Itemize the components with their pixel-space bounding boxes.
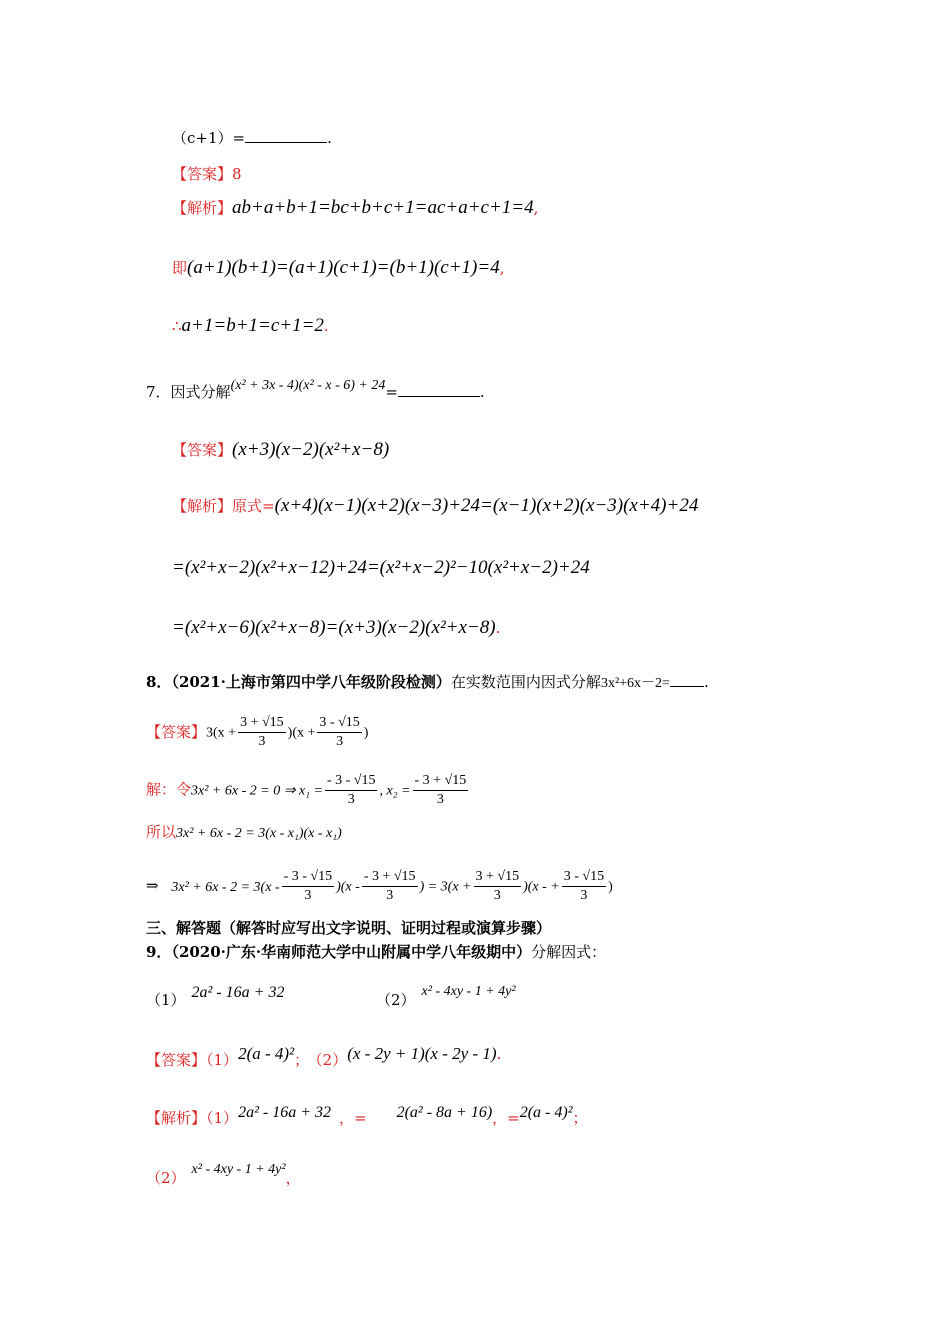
answer-blank <box>670 674 704 687</box>
q7-analysis-line2: =(x²+x−2)(x²+x−12)+24=(x²+x−2)²−10(x²+x−2)+24 <box>172 557 590 578</box>
q9-analysis-part1: 【解析】（1）2a² - 16a + 32 ，= 2(a² - 8a + 16)，=2(a - 4)²； <box>146 1104 588 1127</box>
q6-answer: 【答案】8 <box>172 165 242 183</box>
q9-question: 9．（2020·广东·华南师范大学中山附属中学八年级期中）分解因式： <box>146 943 607 961</box>
q7-analysis-line1: 【解析】原式=(x+4)(x−1)(x+2)(x−3)+24=(x−1)(x+2)(x−3)(x+4)+24 <box>172 495 699 516</box>
q8-question: 8．（2021·上海市第四中学八年级阶段检测）在实数范围内因式分解3x²+6x－2= . <box>146 673 709 691</box>
answer-blank <box>245 130 327 143</box>
fraction: $\frac{- 3 + √15}{3}$ <box>414 773 467 807</box>
q6-analysis-line2: 即(a+1)(b+1)=(a+1)(c+1)=(b+1)(c+1)=4, <box>172 257 505 278</box>
q8-solution: 解：令3x² + 6x - 2 = 0 ⇒ x₁ = $\frac{- 3 - √15}{3}$ , x₂ = $\frac{- 3 + √15}{3}$ <box>146 773 467 807</box>
q7-analysis-line3: =(x²+x−6)(x²+x−8)=(x+3)(x−2)(x²+x−8). <box>172 617 501 638</box>
fraction: $\frac{- 3 - √15}{3}$ <box>283 869 333 903</box>
answer-blank <box>398 384 480 397</box>
q8-answer: 【答案】3(x + $\frac{3 + √15}{3}$ )(x + $\frac{3 - √15}{3}$ ) <box>146 715 369 749</box>
q8-implication: ⇒ 3x² + 6x - 2 = 3(x - $\frac{- 3 - √15}{3}$ )(x - $\frac{- 3 + √15}{3}$ ) = 3(x + $\frac{3 + √15}{3}$ )(x - + $\frac{3 - √15}{3}$ ) <box>146 869 613 903</box>
fraction: $\frac{- 3 - √15}{3}$ <box>326 773 376 807</box>
q7-answer: 【答案】(x+3)(x−2)(x²+x−8) <box>172 439 390 460</box>
q9-analysis-part2: （2） x² - 4xy - 1 + 4y²， <box>146 1162 301 1187</box>
fraction: $\frac{3 - √15}{3}$ <box>319 715 360 749</box>
fraction: $\frac{3 - √15}{3}$ <box>563 869 605 903</box>
q9-answer: 【答案】（1）2(a - 4)²； （2）(x - 2y + 1)(x - 2y - 1). <box>146 1044 502 1069</box>
q6-analysis-line3: ∴a+1=b+1=c+1=2. <box>172 315 329 336</box>
q6-tail: （c+1）= . <box>172 129 332 147</box>
fraction: $\frac{3 + √15}{3}$ <box>240 715 284 749</box>
q9-part2: （2） x² - 4xy - 1 + 4y² <box>376 984 516 1009</box>
q7-question: 7．因式分解(x² + 3x - 4)(x² - x - 6) + 24= . <box>146 378 485 401</box>
section-title: 三、解答题（解答时应写出文字说明、证明过程或演算步骤） <box>146 919 552 937</box>
q6-analysis-line1: 【解析】ab+a+b+1=bc+b+c+1=ac+a+c+1=4, <box>172 197 539 218</box>
q9-part1: （1） 2a² - 16a + 32 <box>146 984 285 1009</box>
q8-so: 所以3x² + 6x - 2 = 3(x - x₁)(x - x₁) <box>146 823 342 841</box>
fraction: $\frac{- 3 + √15}{3}$ <box>363 869 416 903</box>
fraction: $\frac{3 + √15}{3}$ <box>475 869 520 903</box>
